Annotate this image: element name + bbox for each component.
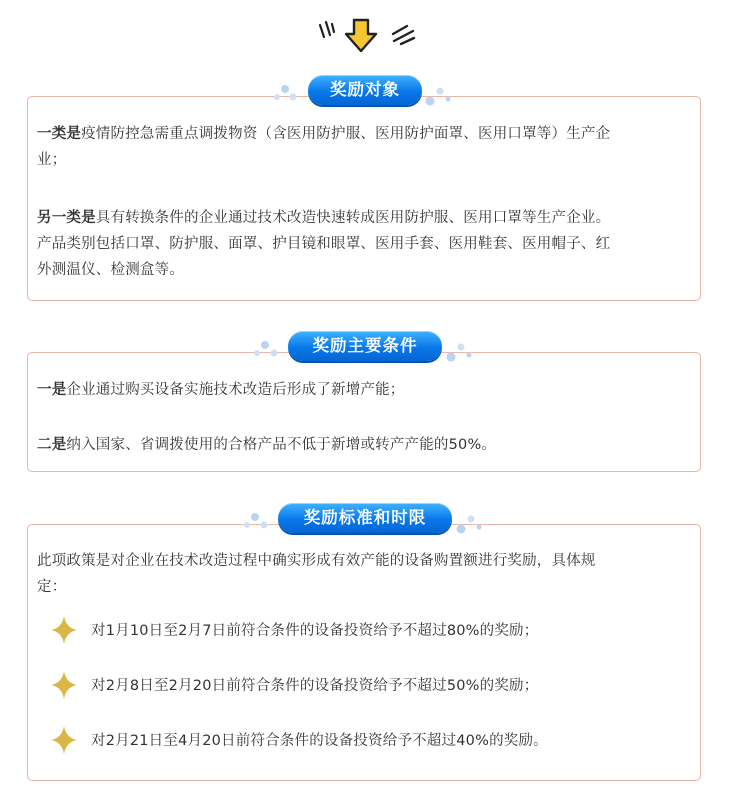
- paragraph-line: 外测温仪、检测盒等。: [37, 262, 184, 278]
- down-arrow-icon: [0, 0, 729, 62]
- list-item: [51, 615, 681, 645]
- section-standard-and-timeline: [27, 503, 703, 781]
- paragraph: [37, 121, 693, 173]
- paragraph-line: 业；: [37, 152, 67, 168]
- paragraph-lead: 二是: [37, 437, 67, 453]
- paragraph-line: 定：: [37, 579, 67, 595]
- four-point-star-icon: [51, 615, 79, 645]
- section-title: 奖励主要条件: [288, 331, 442, 361]
- section-header: [27, 75, 703, 109]
- paragraph: [37, 205, 693, 283]
- section-reward-target: [27, 75, 703, 301]
- paragraph-line: 纳入国家、省调拨使用的合格产品不低于新增或转产产能的50%。: [66, 437, 497, 453]
- paragraph-line: 企业通过购买设备实施技术改造后形成了新增产能；: [66, 382, 405, 398]
- top-decoration: [0, 0, 729, 62]
- section-title: 奖励对象: [308, 75, 422, 105]
- section-header: [27, 331, 703, 365]
- paragraph: [37, 377, 693, 403]
- paragraph-line: 疫情防控急需重点调拨物资（含医用防护服、医用防护面罩、医用口罩等）生产企: [81, 126, 611, 142]
- section-title: 奖励标准和时限: [278, 503, 452, 533]
- section-main-conditions: [27, 331, 703, 473]
- list-item-text: 对1月10日至2月7日前符合条件的设备投资给予不超过80%的奖励；: [91, 623, 539, 639]
- list-item: [51, 670, 681, 700]
- paragraph-line: 此项政策是对企业在技术改造过程中确实形成有效产能的设备购置额进行奖励，具体规: [37, 553, 596, 569]
- paragraph-lead: 另一类是: [37, 210, 96, 226]
- list-item-text: 对2月21日至4月20日前符合条件的设备投资给予不超过40%的奖励。: [91, 733, 548, 749]
- four-point-star-icon: [51, 670, 79, 700]
- section-header: [27, 503, 703, 537]
- paragraph-line: 具有转换条件的企业通过技术改造快速转成医用防护服、医用口罩等生产企业。: [95, 210, 611, 226]
- paragraph-line: 产品类别包括口罩、防护服、面罩、护目镜和眼罩、医用手套、医用鞋套、医用帽子、红: [37, 236, 611, 252]
- four-point-star-icon: [51, 725, 79, 755]
- paragraph-lead: 一是: [37, 382, 67, 398]
- list-item: [51, 725, 681, 755]
- paragraph: [37, 432, 693, 458]
- list-item-text: 对2月8日至2月20日前符合条件的设备投资给予不超过50%的奖励；: [91, 678, 539, 694]
- paragraph-lead: 一类是: [37, 126, 82, 142]
- paragraph: [37, 548, 693, 600]
